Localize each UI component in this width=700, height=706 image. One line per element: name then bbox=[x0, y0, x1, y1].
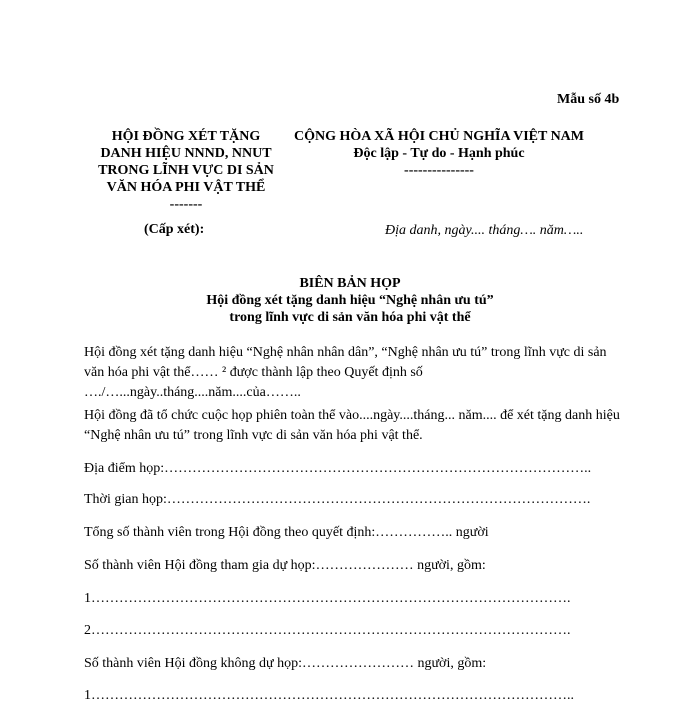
country-name: CỘNG HÒA XÃ HỘI CHỦ NGHĨA VIỆT NAM bbox=[293, 129, 584, 144]
motto-divider: --------------- bbox=[404, 163, 474, 178]
total-members-field: Tổng số thành viên trong Hội đồng theo quyết định:…………….. người bbox=[84, 525, 489, 540]
title-line-2: Hội đồng xét tặng danh hiệu “Nghệ nhân ưu tú” bbox=[206, 293, 494, 308]
national-header bbox=[272, 128, 606, 179]
paragraph-1-line-3: …./…...ngày..tháng....năm....của…….. bbox=[84, 385, 301, 400]
paragraph-1-line-2: văn hóa phi vật thể…… ² được thành lập theo Quyết định số bbox=[84, 365, 423, 380]
evaluation-level: (Cấp xét): bbox=[144, 222, 205, 237]
paragraph-1-line-1: Hội đồng xét tặng danh hiệu “Nghệ nhân nhân dân”, “Nghệ nhân ưu tú” trong lĩnh vực di sản bbox=[84, 345, 607, 360]
paragraph-2-line-1: Hội đồng đã tổ chức cuộc họp phiên toàn thể vào....ngày....tháng... năm.... để xét tặng danh hiệu bbox=[84, 408, 620, 423]
council-establishment-paragraph bbox=[84, 343, 607, 403]
minutes-title bbox=[150, 275, 550, 326]
council-divider: ------- bbox=[169, 197, 203, 212]
form-number: Mẫu số 4b bbox=[557, 92, 620, 107]
attending-member-1: 1…………………………………………………………………………………………. bbox=[84, 591, 571, 606]
title-line-1: BIÊN BẢN HỌP bbox=[299, 276, 401, 291]
council-line-2: DANH HIỆU NNND, NNUT bbox=[100, 146, 272, 161]
meeting-time-field: Thời gian họp:………………………………………………………………………………. bbox=[84, 492, 591, 507]
absent-member-1: 1………………………………………………………………………………………….. bbox=[84, 688, 574, 703]
place-date-line: Địa danh, ngày.... tháng…. năm….. bbox=[385, 223, 584, 238]
council-line-3: TRONG LĨNH VỰC DI SẢN bbox=[98, 163, 274, 178]
council-line-1: HỘI ĐỒNG XÉT TẶNG bbox=[111, 129, 261, 144]
meeting-paragraph bbox=[84, 406, 620, 446]
meeting-location-field: Địa điểm họp:……………………………………………………………………………….. bbox=[84, 461, 592, 476]
issuing-council-header bbox=[88, 128, 284, 213]
attending-member-2: 2…………………………………………………………………………………………. bbox=[84, 623, 571, 638]
absent-members-field: Số thành viên Hội đồng không dự họp:…………………… người, gồm: bbox=[84, 656, 487, 671]
paragraph-2-line-2: “Nghệ nhân ưu tú” trong lĩnh vực di sản văn hóa phi vật thể. bbox=[84, 428, 423, 443]
national-motto: Độc lập - Tự do - Hạnh phúc bbox=[353, 146, 525, 161]
title-line-3: trong lĩnh vực di sản văn hóa phi vật thể bbox=[229, 310, 471, 325]
attending-members-field: Số thành viên Hội đồng tham gia dự họp:………………… người, gồm: bbox=[84, 558, 486, 573]
council-line-4: VĂN HÓA PHI VẬT THỂ bbox=[106, 180, 266, 195]
